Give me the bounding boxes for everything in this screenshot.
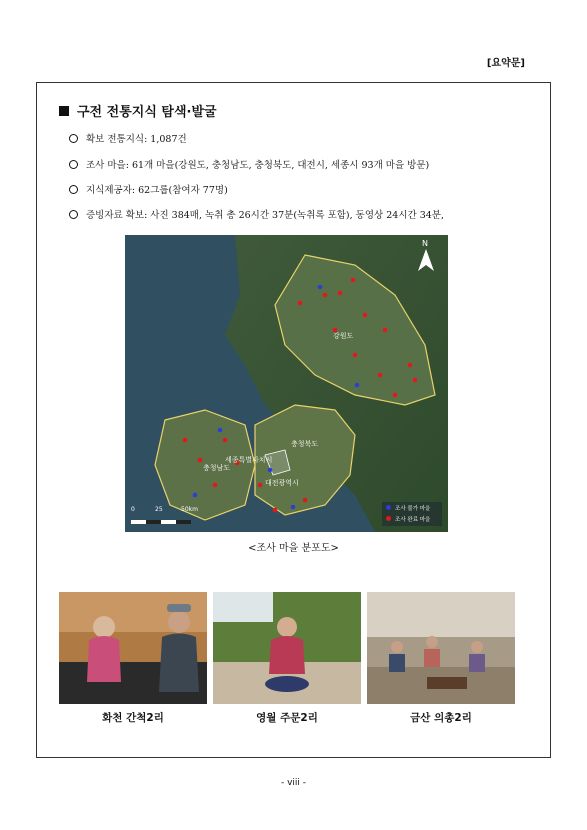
bullet-item bbox=[69, 131, 187, 145]
page-number: - viii - bbox=[280, 778, 307, 788]
legend-dot-icon bbox=[386, 516, 391, 521]
bullet-item bbox=[69, 207, 444, 221]
north-label: N bbox=[422, 239, 428, 248]
region-label: 대전광역시 bbox=[265, 479, 299, 487]
section-title: 구전 전통지식 탐색·발굴 bbox=[77, 105, 217, 120]
scale-label: 50km bbox=[181, 506, 198, 513]
map-caption: <조사 마을 분포도> bbox=[248, 543, 339, 554]
square-bullet-icon bbox=[59, 106, 69, 116]
map-scale bbox=[131, 506, 207, 524]
circle-bullet-icon bbox=[69, 160, 78, 169]
scale-bar bbox=[131, 520, 191, 524]
region-label: 충청북도 bbox=[291, 440, 319, 448]
legend-item bbox=[382, 502, 442, 513]
legend-label: 조사 불가 마을 bbox=[395, 505, 431, 512]
bullet-text: 지식제공자: 62그룹(참여자 77명) bbox=[86, 185, 228, 196]
legend-label: 조사 완료 마을 bbox=[395, 516, 431, 523]
bullet-text: 확보 전통지식: 1,087건 bbox=[86, 134, 187, 145]
photo-geumsan bbox=[367, 592, 515, 704]
photo-hwacheon bbox=[59, 592, 207, 704]
survey-village-map bbox=[125, 235, 448, 532]
legend-item bbox=[382, 513, 442, 524]
section-heading bbox=[59, 101, 217, 120]
scale-label: 25 bbox=[155, 506, 163, 513]
bullet-item bbox=[69, 182, 228, 196]
region-label: 세종특별자치시 bbox=[225, 456, 273, 464]
region-label: 충청남도 bbox=[203, 464, 231, 472]
section-tag: [요약문] bbox=[486, 58, 525, 69]
circle-bullet-icon bbox=[69, 185, 78, 194]
legend-dot-icon bbox=[386, 505, 391, 510]
map-legend bbox=[382, 502, 442, 526]
north-arrow-icon bbox=[414, 241, 438, 275]
bullet-item bbox=[69, 157, 429, 171]
scale-label: 0 bbox=[131, 506, 135, 513]
region-label: 강원도 bbox=[333, 332, 354, 340]
circle-bullet-icon bbox=[69, 134, 78, 143]
photo-label: 금산 의총2리 bbox=[410, 712, 472, 724]
bullet-text: 조사 마을: 61개 마을(강원도, 충청남도, 충청북도, 대전시, 세종시 93개 마을 방문) bbox=[86, 160, 430, 171]
summary-frame bbox=[36, 82, 551, 758]
photo-yeongwol bbox=[213, 592, 361, 704]
bullet-text: 증빙자료 확보: 사진 384매, 녹취 총 26시간 37분(녹취록 포함), 동영상 24시간 34분, bbox=[86, 210, 444, 221]
photo-label: 영월 주문2리 bbox=[256, 712, 318, 724]
photo-label: 화천 간척2리 bbox=[102, 712, 164, 724]
circle-bullet-icon bbox=[69, 210, 78, 219]
